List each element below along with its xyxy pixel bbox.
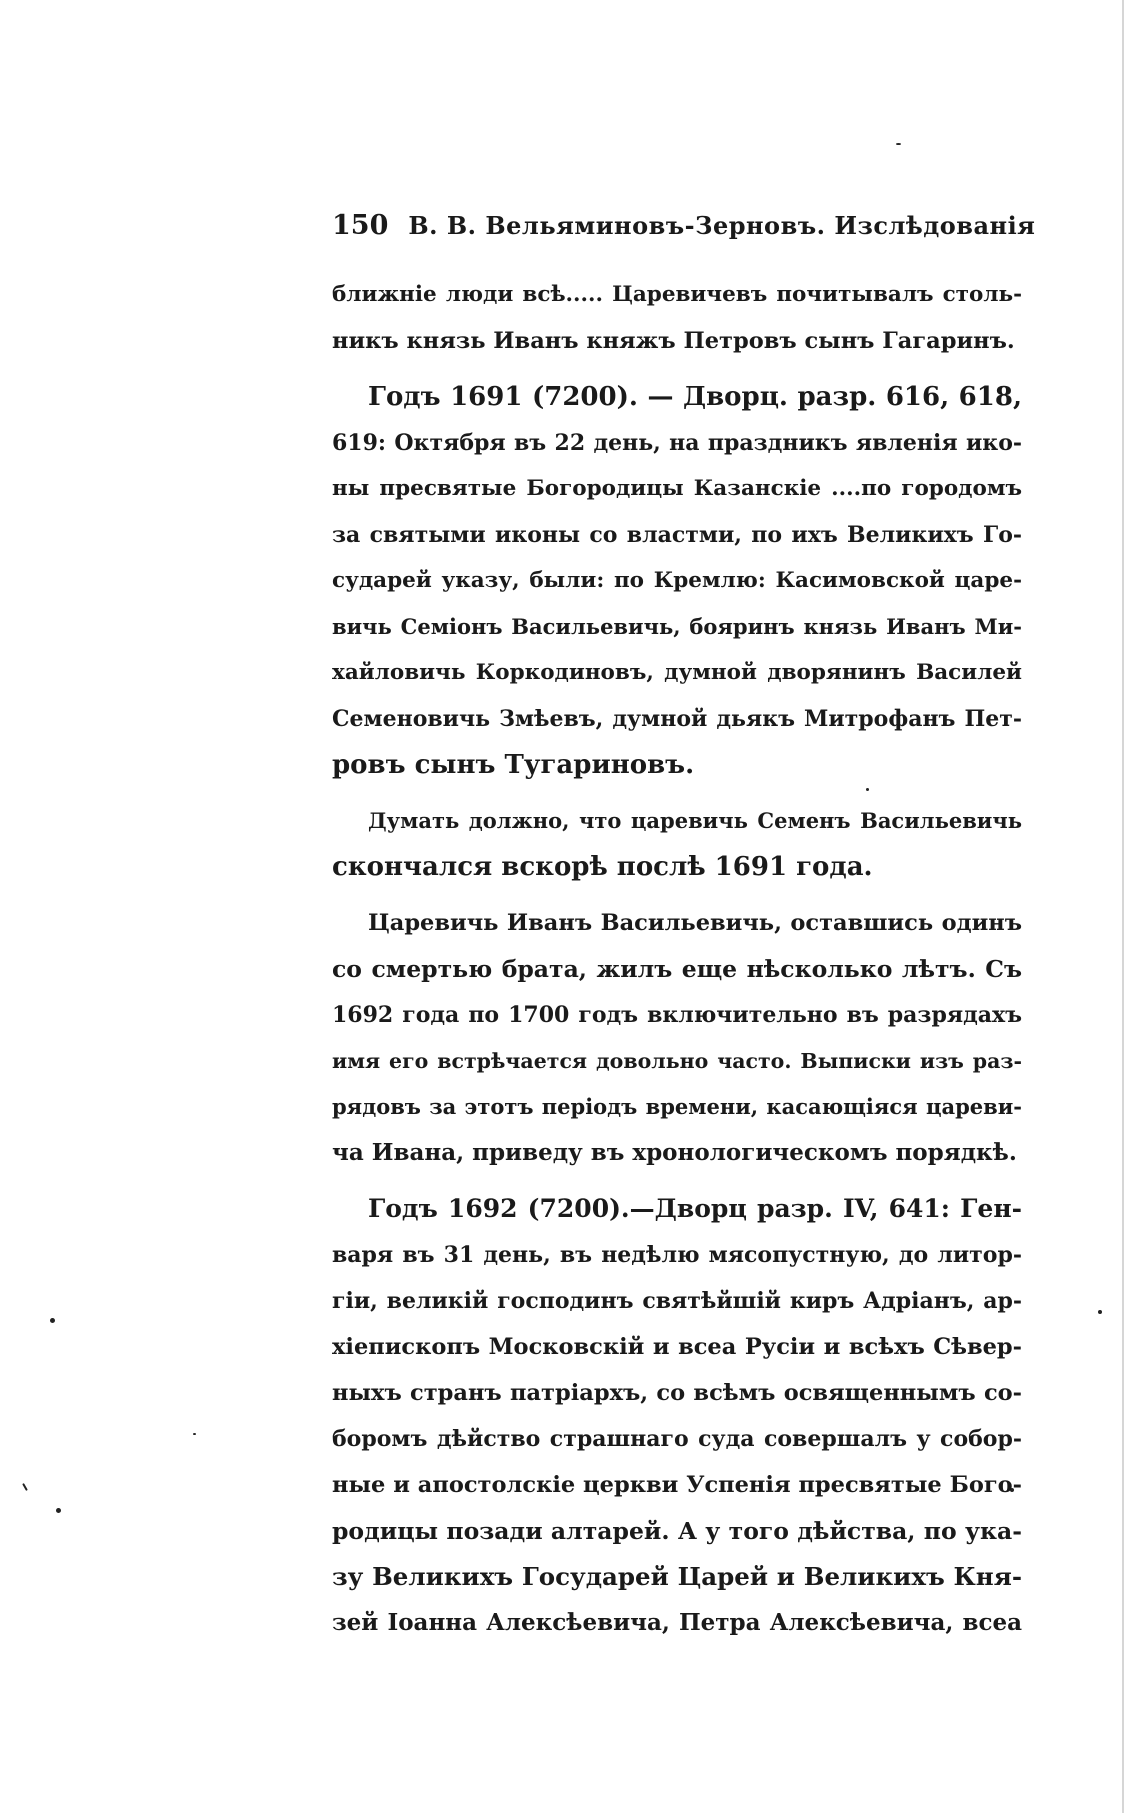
running-title: В. В. Вельяминовъ-Зерновъ. Изслѣдованія [408, 211, 1036, 240]
scan-speck [50, 1318, 55, 1323]
text-line: скончался вскорѣ послѣ 1691 года. [332, 852, 873, 882]
text-line: Семеновичь Змѣевъ, думной дьякъ Митрофанъ Пет- [332, 706, 1022, 732]
scan-speck [1098, 1310, 1102, 1314]
running-head [332, 210, 1036, 250]
text-line: боромъ дѣйство страшнаго суда совершалъ у собор- [332, 1426, 1022, 1452]
paragraph [332, 1186, 1022, 1646]
text-line: ближніе люди всѣ..... Царевичевъ почитывалъ столь- [332, 282, 1022, 307]
text-line: 619: Октября въ 22 день, на праздникъ явленія ико- [332, 430, 1022, 456]
text-line: Годъ 1692 (7200).—Дворц разр. IV, 641: Ген- [368, 1194, 1022, 1223]
text-line: родицы позади алтарей. А у того дѣйства, по ука- [332, 1517, 1022, 1545]
text-line: хайловичь Коркодиновъ, думной дворянинъ Василей [332, 660, 1022, 685]
paragraph [332, 798, 1022, 890]
text-line: 1692 года по 1700 годъ включительно въ разрядахъ [332, 1002, 1022, 1028]
text-line: имя его встрѣчается довольно часто. Выписки изъ раз- [332, 1049, 1022, 1073]
text-line: хіепископъ Московскій и всеа Русіи и всѣхъ Сѣвер- [332, 1334, 1022, 1360]
text-line: ныхъ странъ патріархъ, со всѣмъ освященнымъ со- [332, 1380, 1022, 1406]
text-line: вичь Семіонъ Васильевичь, бояринъ князь Иванъ Ми- [332, 614, 1022, 639]
text-line: гіи, великій господинъ святѣйшій киръ Адріанъ, ар- [332, 1288, 1022, 1314]
text-line: зу Великихъ Государей Царей и Великихъ Кня- [332, 1562, 1022, 1591]
text-line: за святыми иконы со властми, по ихъ Великихъ Го- [332, 522, 1022, 548]
text-line: сударей указу, были: по Кремлю: Касимовской царе- [332, 568, 1022, 593]
text-line: никъ князь Иванъ княжъ Петровъ сынъ Гагаринъ. [332, 328, 1015, 354]
scan-speck [193, 1433, 196, 1435]
text-line: варя въ 31 день, въ недѣлю мясопустную, до литор- [332, 1242, 1022, 1268]
text-line: рядовъ за этотъ періодъ времени, касающіяся цареви- [332, 1094, 1022, 1119]
paragraph [332, 374, 1022, 788]
text-line: Царевичь Иванъ Васильевичь, оставшись одинъ [368, 910, 1022, 936]
text-line: со смертью брата, жилъ еще нѣсколько лѣтъ. Съ [332, 955, 1022, 983]
page-number: 150 [332, 210, 389, 241]
text-line: ны пресвятые Богородицы Казанскіе ....по городомъ [332, 476, 1022, 501]
paragraph [332, 900, 1022, 1176]
text-line: ча Ивана, приведу въ хронологическомъ порядкѣ. [332, 1139, 1017, 1166]
text-line: ровъ сынъ Тугариновъ. [332, 750, 695, 780]
text-line: Думать должно, что царевичь Семенъ Васильевичь [368, 808, 1022, 833]
scan-speck [56, 1508, 61, 1513]
scan-speck [896, 143, 901, 145]
paragraph [332, 272, 1022, 364]
page-edge-rule [1122, 0, 1124, 1813]
book-page [332, 210, 1036, 1646]
text-line: ные и апостолскіе церкви Успенія пресвятые Бого- [332, 1472, 1022, 1498]
text-line: зей Іоанна Алексѣевича, Петра Алексѣевича, всеа [332, 1609, 1022, 1636]
text-line: Годъ 1691 (7200). — Дворц. разр. 616, 618, [368, 382, 1022, 412]
scan-speck [22, 1483, 28, 1491]
